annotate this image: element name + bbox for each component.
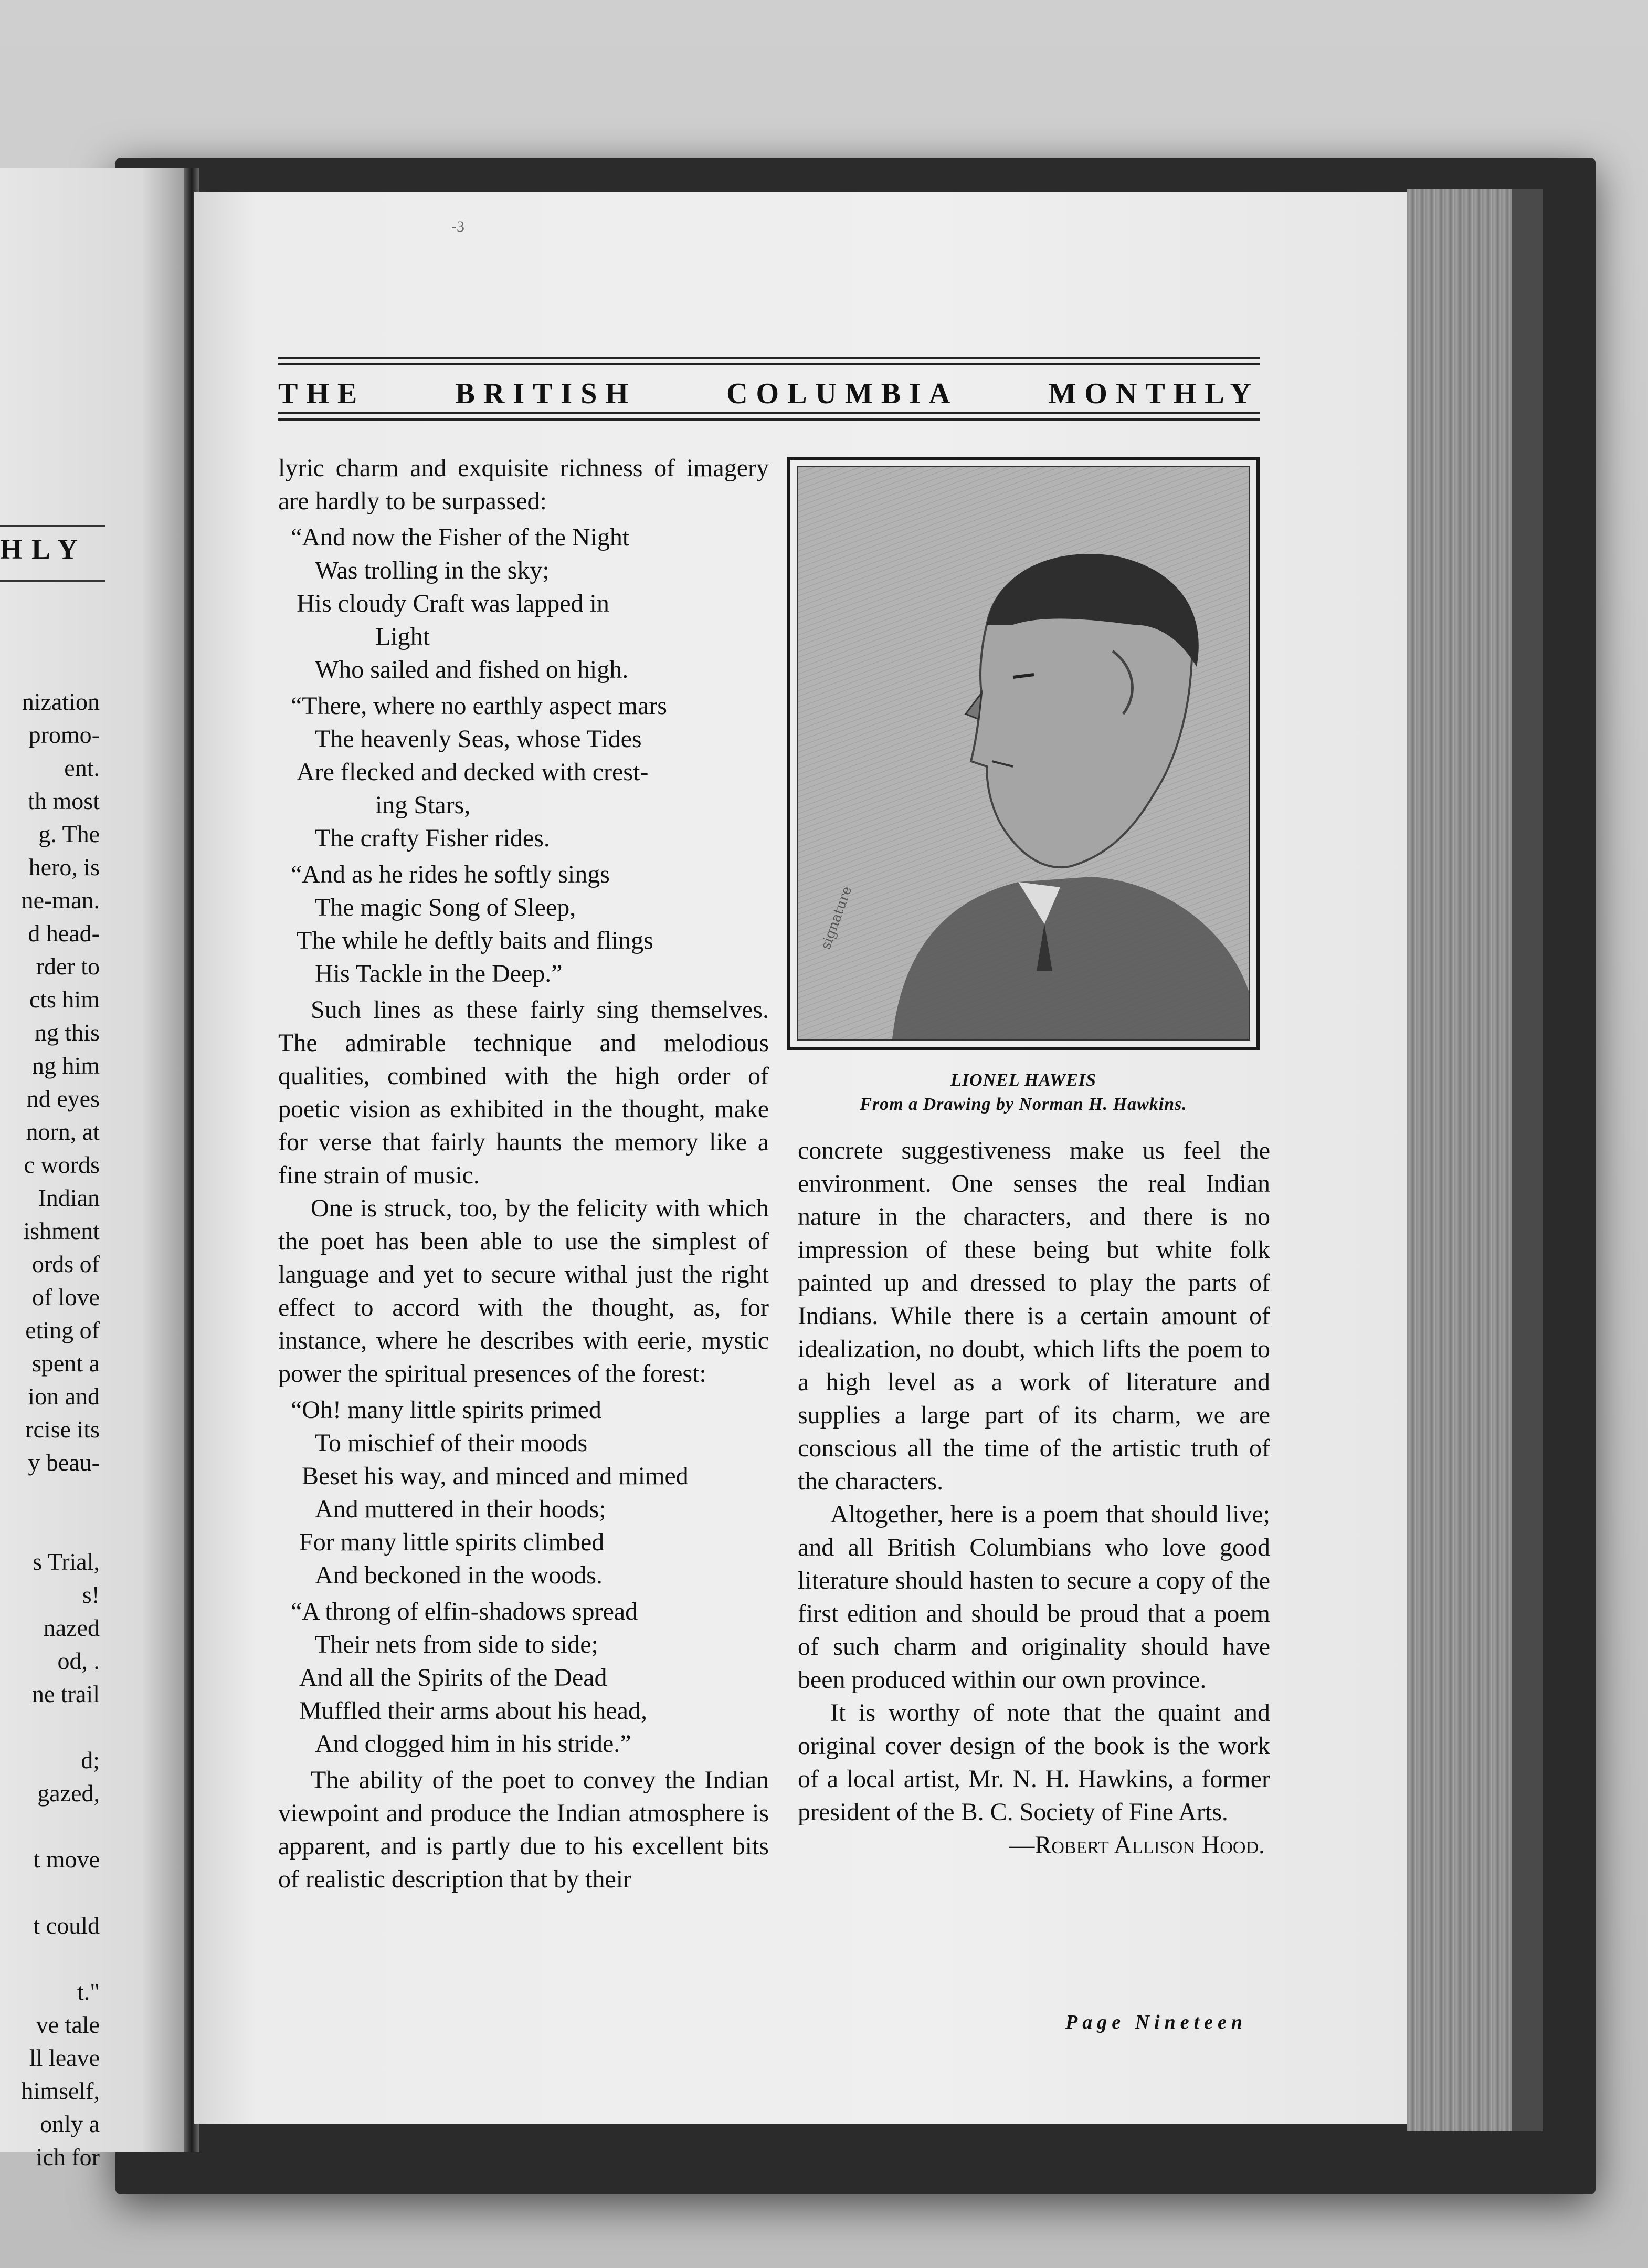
verse-line: “There, where no earthly aspect mars xyxy=(291,692,667,720)
sketch-portrait-image xyxy=(798,467,1249,1040)
left-page-fragment: Indian xyxy=(38,1184,100,1211)
verse-line: Are flecked and decked with crest- xyxy=(297,758,649,786)
left-page-fragment: th most xyxy=(28,788,100,814)
left-page-fragment: ne-man. xyxy=(21,887,100,914)
left-page-fragment: ve tale xyxy=(36,2011,100,2038)
left-page-fragment: ent. xyxy=(64,754,100,781)
verse-line: “And as he rides he softly sings xyxy=(291,860,610,888)
left-page-fragment: nization xyxy=(22,688,100,715)
header-word: COLUMBIA xyxy=(726,377,959,410)
left-page-fragment: rder to xyxy=(36,953,100,980)
left-page-fragment: ishment xyxy=(23,1217,100,1244)
portrait-drawing xyxy=(797,466,1250,1041)
left-page-fragment: spent a xyxy=(31,1350,100,1377)
column-left xyxy=(278,452,769,1896)
poem-stanza xyxy=(278,858,769,990)
verse-line: Their nets from side to side; xyxy=(315,1631,598,1658)
left-page-fragment: cts him xyxy=(29,986,100,1013)
verse-line: Muffled their arms about his head, xyxy=(299,1697,647,1725)
paragraph: Such lines as these fairly sing themselves. The admirable technique and melodious qualities, combined with the high order of poetic vision as exhibited in the thought, make for verse that fairly haunts the memory like a fine strain of music. xyxy=(278,996,769,1189)
paragraph: lyric charm and exquisite richness of imagery are hardly to be surpassed: xyxy=(278,454,769,515)
left-page-fragment: nazed xyxy=(43,1614,100,1641)
left-page-fragment: t could xyxy=(33,1912,100,1939)
left-header-rule xyxy=(0,580,105,582)
verse-line: His Tackle in the Deep.” xyxy=(315,960,563,988)
left-page-fragment: nd eyes xyxy=(26,1085,100,1112)
left-page-fragment: ne trail xyxy=(32,1681,100,1707)
left-page-fragment: ll leave xyxy=(29,2044,100,2071)
left-page-fragment: only a xyxy=(40,2110,100,2137)
left-page-fragment: eting of xyxy=(25,1317,100,1343)
paragraph: One is struck, too, by the felicity with which the poet has been able to use the simplest of language and yet to secure withal just the right effect to accord with the thought, as, for instance, where he describes with eerie, mystic power the spiritual presences of the forest: xyxy=(278,1194,769,1388)
verse-line: And all the Spirits of the Dead xyxy=(299,1664,607,1692)
verse-line: Who sailed and fished on high. xyxy=(315,656,629,684)
left-page-header: HLY xyxy=(0,533,88,565)
verse-line: And muttered in their hoods; xyxy=(315,1495,606,1523)
verse-line: “And now the Fisher of the Night xyxy=(291,523,630,551)
left-page-fragment: d head- xyxy=(28,920,100,947)
paragraph: Altogether, here is a poem that should live; and all British Columbians who love good literature should hasten to secure a copy of the first edition and should be proud that a poem of such charm and originality should have been produced within our own province. xyxy=(798,1500,1270,1694)
verse-line: For many little spirits climbed xyxy=(299,1528,605,1556)
left-page-fragment: t." xyxy=(77,1978,100,2005)
paragraph: The ability of the poet to convey the Indian viewpoint and produce the Indian atmosphere is apparent, and is partly due to his excellent bits of realistic description that by their xyxy=(278,1766,769,1893)
page-number: Page Nineteen xyxy=(1065,2011,1248,2033)
running-header xyxy=(278,357,1260,420)
left-page-fragment: d; xyxy=(81,1747,100,1773)
header-word: THE xyxy=(278,377,366,410)
left-page-fragment: g. The xyxy=(38,821,100,847)
verse-line: “Oh! many little spirits primed xyxy=(291,1396,601,1424)
verse-line: The while he deftly baits and flings xyxy=(297,927,653,954)
left-page-fragment: c words xyxy=(24,1151,100,1178)
left-page-fragment: of love xyxy=(31,1284,100,1310)
left-page-fragment: ng this xyxy=(35,1019,100,1046)
left-page-fragment: od, . xyxy=(57,1647,100,1674)
author-signature: —Robert Allison Hood. xyxy=(1009,1831,1265,1859)
poem-stanza xyxy=(278,1393,769,1592)
verse-line: To mischief of their moods xyxy=(315,1429,588,1457)
verse-line: The heavenly Seas, whose Tides xyxy=(315,725,642,753)
paragraph: concrete suggestiveness make us feel the environment. One senses the real Indian nature in the characters, and there is no impression of these being but white folk painted up and dressed to play the parts of Indians. While there is a certain amount of idealization, no doubt, which lifts the poem to a high level as a work of literature and supplies a large part of its charm, we are conscious all the time of the artistic truth of the characters. xyxy=(798,1137,1270,1495)
left-page-fragment: rcise its xyxy=(25,1416,100,1443)
portrait-frame xyxy=(787,457,1260,1050)
poem-stanza xyxy=(278,689,769,855)
left-page-fragment: ng him xyxy=(31,1052,100,1079)
verse-line: And beckoned in the woods. xyxy=(315,1561,603,1589)
left-page-fragment: norn, at xyxy=(26,1118,100,1145)
page-edges xyxy=(1407,189,1512,2132)
left-page-fragment: s Trial, xyxy=(33,1548,100,1575)
paragraph: It is worthy of note that the quaint and original cover design of the book is the work of a local artist, Mr. N. H. Hawkins, a former president of the B. C. Society of Fine Arts. xyxy=(798,1699,1270,1826)
poem-stanza xyxy=(278,521,769,686)
header-word: BRITISH xyxy=(455,377,637,410)
cover-edge xyxy=(1512,189,1543,2132)
left-page-fragment: s! xyxy=(82,1581,100,1608)
left-page-fragment: ords of xyxy=(31,1251,100,1277)
poem-stanza xyxy=(278,1595,769,1760)
left-page-fragment: t move xyxy=(33,1846,100,1873)
left-page xyxy=(0,168,189,2170)
verse-line: Beset his way, and minced and mimed xyxy=(302,1462,689,1490)
header-word: MONTHLY xyxy=(1048,377,1260,410)
verse-line: The magic Song of Sleep, xyxy=(315,894,576,921)
verse-line: Was trolling in the sky; xyxy=(315,556,550,584)
pencil-mark: -3 xyxy=(451,218,464,235)
verse-line: “A throng of elfin-shadows spread xyxy=(291,1598,638,1625)
magazine-title xyxy=(278,377,1260,411)
verse-line: The crafty Fisher rides. xyxy=(315,824,550,852)
left-page-fragment: y beau- xyxy=(28,1449,100,1476)
left-page-fragment: ich for xyxy=(36,2144,100,2170)
left-page-fragment: himself, xyxy=(21,2077,100,2104)
verse-line: ing Stars, xyxy=(375,791,471,819)
column-right xyxy=(798,1134,1270,1862)
left-page-fragment: gazed, xyxy=(37,1780,100,1807)
caption-credit: From a Drawing by Norman H. Hawkins. xyxy=(860,1095,1187,1114)
left-page-fragment: promo- xyxy=(28,721,100,748)
verse-line: And clogged him in his stride.” xyxy=(315,1730,631,1758)
svg-text:signature: signature xyxy=(818,884,855,952)
portrait-caption xyxy=(787,1068,1260,1117)
verse-line: His cloudy Craft was lapped in xyxy=(297,590,609,617)
left-page-fragment: ion and xyxy=(28,1383,100,1410)
verse-line: Light xyxy=(375,623,430,650)
left-header-rule xyxy=(0,525,105,527)
caption-name: LIONEL HAWEIS xyxy=(950,1070,1096,1090)
left-page-fragment: hero, is xyxy=(28,854,100,880)
